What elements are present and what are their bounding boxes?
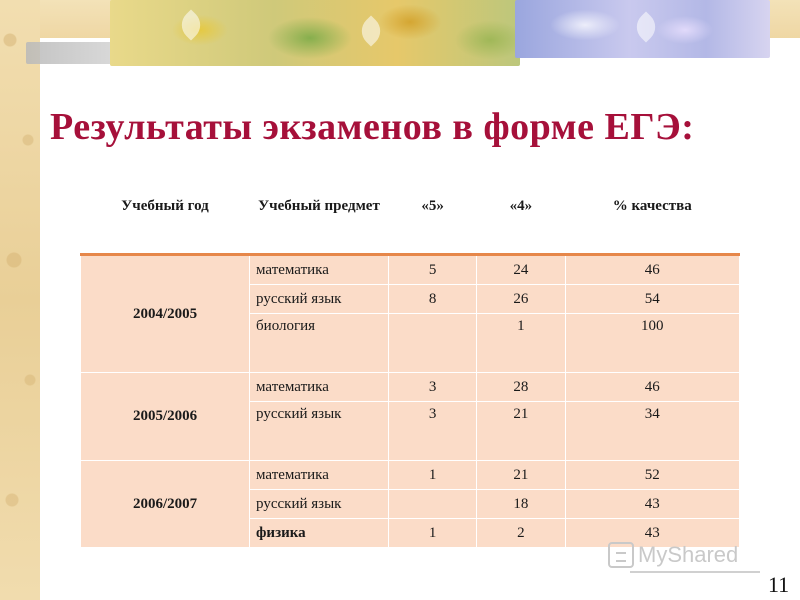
header-year: Учебный год (81, 192, 250, 255)
header-subject: Учебный предмет (250, 192, 389, 255)
grade-5-cell (388, 490, 476, 519)
grade-5-cell: 1 (388, 519, 476, 548)
leaf-icon (355, 15, 386, 46)
slide-title: Результаты экзаменов в форме ЕГЭ: (50, 106, 695, 148)
page-number: 11 (768, 572, 790, 597)
quality-cell: 100 (565, 314, 739, 373)
presentation-icon (608, 542, 634, 568)
header-grade-5: «5» (388, 192, 476, 255)
subject-cell: математика (250, 255, 389, 285)
quality-cell: 46 (565, 255, 739, 285)
grade-4-cell: 21 (477, 461, 565, 490)
subject-cell: математика (250, 373, 389, 402)
parchment-border (0, 0, 40, 600)
table-row (81, 255, 740, 285)
leaf-icon (175, 9, 206, 40)
subject-cell: биология (250, 314, 389, 373)
header-quality: % качества (565, 192, 739, 255)
table-row (81, 461, 740, 490)
subject-cell: математика (250, 461, 389, 490)
quality-cell: 43 (565, 519, 739, 548)
header-grade-4: «4» (477, 192, 565, 255)
grade-4-cell: 2 (477, 519, 565, 548)
grade-5-cell: 3 (388, 402, 476, 461)
quality-cell: 54 (565, 285, 739, 314)
quality-cell: 34 (565, 402, 739, 461)
watermark-text: MyShared (638, 542, 739, 567)
subject-cell: русский язык (250, 490, 389, 519)
grade-4-cell: 21 (477, 402, 565, 461)
blue-banner-image (515, 0, 770, 58)
grade-4-cell: 26 (477, 285, 565, 314)
quality-cell: 52 (565, 461, 739, 490)
grade-4-cell: 18 (477, 490, 565, 519)
table-row (81, 373, 740, 402)
grade-4-cell: 28 (477, 373, 565, 402)
leaf-icon (630, 11, 661, 42)
grade-5-cell: 8 (388, 285, 476, 314)
grade-4-cell: 1 (477, 314, 565, 373)
grade-5-cell: 5 (388, 255, 476, 285)
grade-5-cell: 1 (388, 461, 476, 490)
table-header-row (81, 192, 740, 255)
results-table (80, 192, 740, 548)
watermark-underline (630, 571, 760, 573)
quality-cell: 43 (565, 490, 739, 519)
grade-5-cell (388, 314, 476, 373)
myshared-watermark (608, 540, 738, 570)
leaves-banner-image (110, 0, 520, 66)
year-cell: 2005/2006 (81, 373, 250, 461)
year-cell: 2006/2007 (81, 461, 250, 548)
grade-4-cell: 24 (477, 255, 565, 285)
year-cell: 2004/2005 (81, 255, 250, 373)
quality-cell: 46 (565, 373, 739, 402)
subject-cell: русский язык (250, 402, 389, 461)
subject-cell: физика (250, 519, 389, 548)
grade-5-cell: 3 (388, 373, 476, 402)
subject-cell: русский язык (250, 285, 389, 314)
